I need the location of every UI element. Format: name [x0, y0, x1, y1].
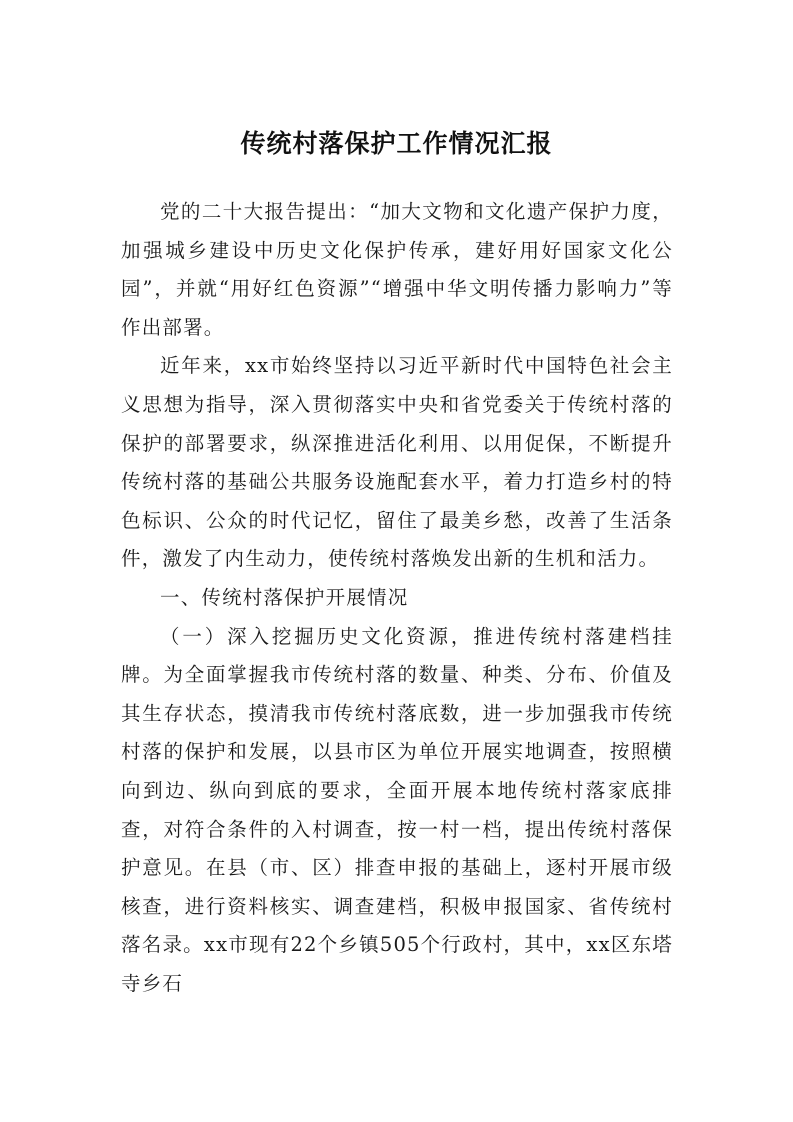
- paragraph-intro: 党的二十大报告提出：“加大文物和文化遗产保护力度，加强城乡建设中历史文化保护传承，建好用好国家文化公园”，并就“用好红色资源”“增强中华文明传播力影响力”等作出部署。: [121, 200, 673, 339]
- section-heading: 一、传统村落保护开展情况: [160, 585, 409, 609]
- paragraph-overview: 近年来，xx市始终坚持以习近平新时代中国特色社会主义思想为指导，深入贯彻落实中央和省党委关于传统村落的保护的部署要求，纵深推进活化利用、以用促保，不断提升传统村落的基础公共服务设施配套水平，着力打造乡村的特色标识、公众的时代记忆，留住了最美乡愁，改善了生活条件，激发了内生动力，使传统村落焕发出新的生机和活力。: [121, 354, 673, 571]
- document-body: [121, 193, 673, 1003]
- paragraph-section-1: （一）深入挖掘历史文化资源，推进传统村落建档挂牌。为全面掌握我市传统村落的数量、种类、分布、价值及其生存状态，摸清我市传统村落底数，进一步加强我市传统村落的保护和发展，以县市区为单位开展实地调查，按照横向到边、纵向到底的要求，全面开展本地传统村落家底排查，对符合条件的入村调查，按一村一档，提出传统村落保护意见。在县（市、区）排查申报的基础上，逐村开展市级核查，进行资料核实、调查建档，积极申报国家、省传统村落名录。xx市现有22个乡镇505个行政村，其中，xx区东塔寺乡石: [121, 624, 673, 995]
- document-title: 传统村落保护工作情况汇报: [240, 129, 553, 158]
